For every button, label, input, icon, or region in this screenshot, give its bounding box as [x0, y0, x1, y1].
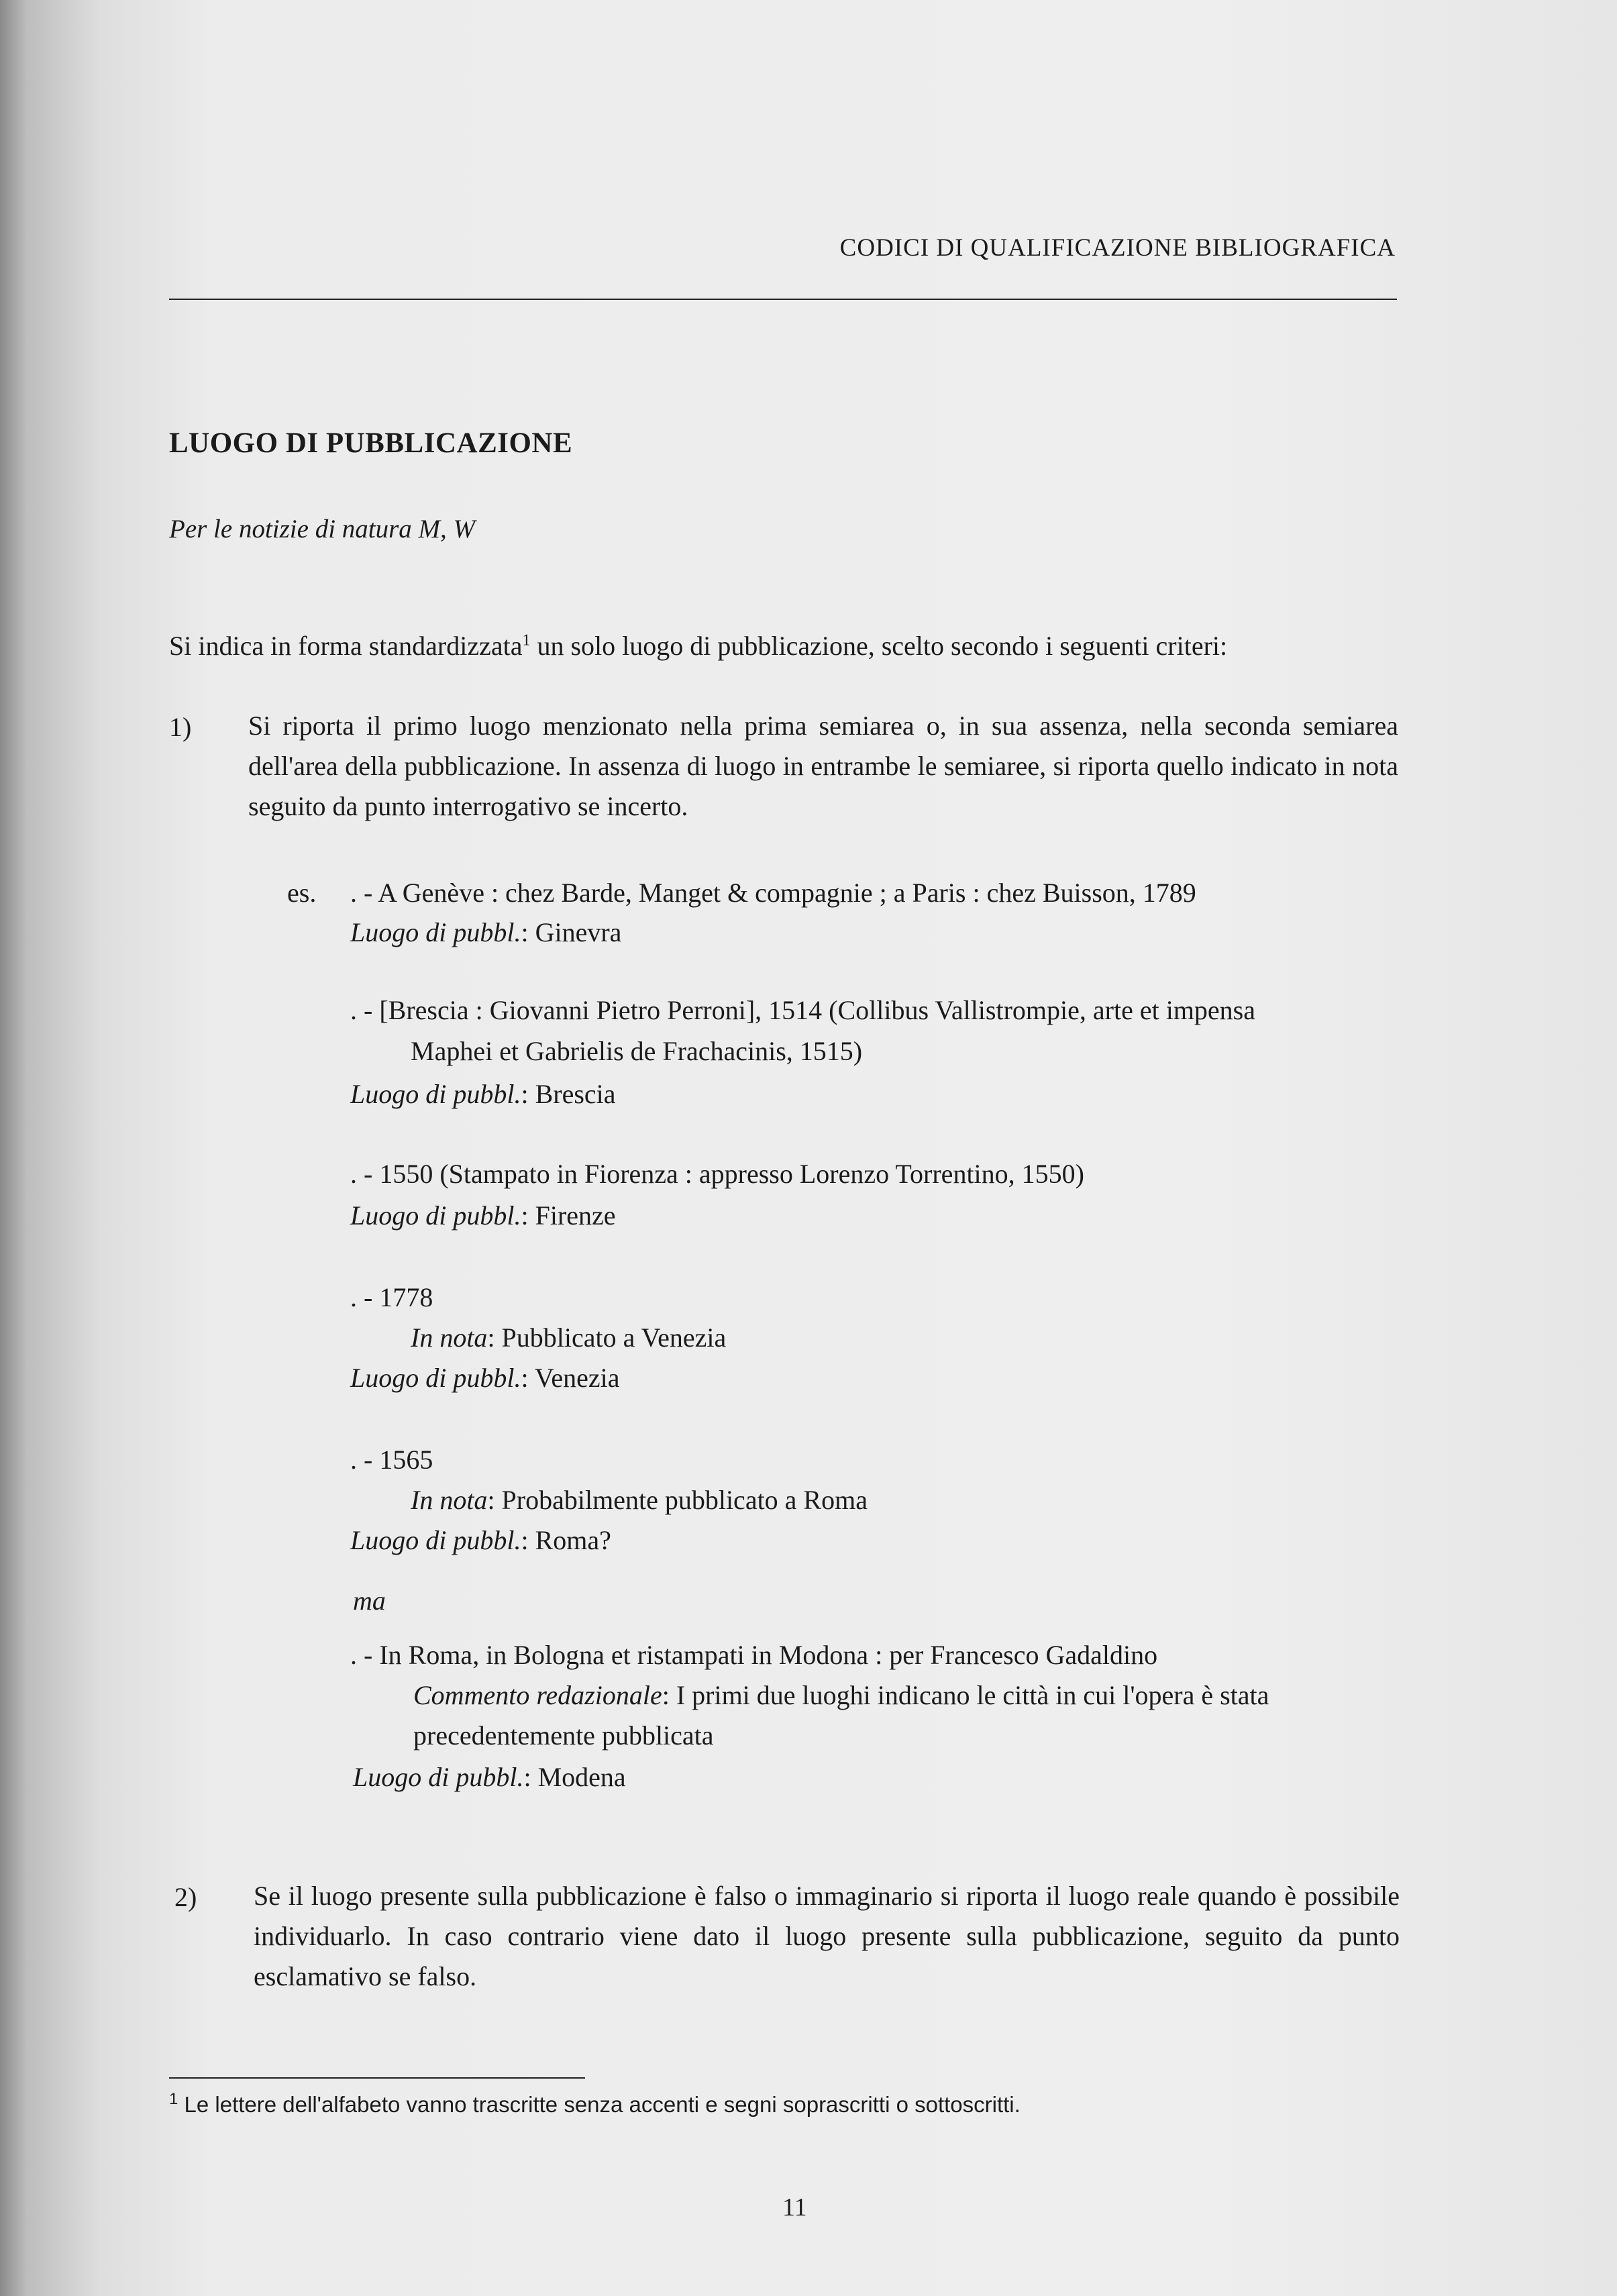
example-4-place [350, 1362, 619, 1394]
note-label: In nota [411, 1322, 488, 1353]
example-5-citation: . - 1565 [350, 1445, 433, 1475]
example-2-place [350, 1078, 616, 1110]
footnote-marker: 1 [169, 2090, 178, 2108]
header-rule [169, 299, 1397, 300]
place-value: : Venezia [521, 1363, 620, 1393]
page-number: 11 [782, 2193, 807, 2222]
example-6-comment-line-2: precedentemente pubblicata [413, 1720, 714, 1751]
place-label: Luogo di pubbl. [350, 1079, 521, 1109]
running-head: CODICI DI QUALIFICAZIONE BIBLIOGRAFICA [839, 234, 1396, 262]
comment-label: Commento redazionale [413, 1680, 662, 1710]
example-2-citation-line-2: Maphei et Gabrielis de Frachacinis, 1515) [411, 1036, 863, 1066]
intro-text-after: un solo luogo di pubblicazione, scelto secondo i seguenti criteri: [530, 631, 1228, 661]
example-5-note [411, 1484, 868, 1516]
note-value: : Probabilmente pubblicato a Roma [487, 1485, 868, 1515]
example-2-citation-line-1: . - [Brescia : Giovanni Pietro Perroni], 1514 (Collibus Vallistrompie, arte et impensa [350, 995, 1256, 1025]
place-label: Luogo di pubbl. [350, 1525, 521, 1555]
footnote-ref: 1 [522, 631, 531, 649]
intro-text-before: Si indica in forma standardizzata [169, 631, 523, 661]
example-1-place [350, 917, 621, 948]
footnote [169, 2092, 1021, 2118]
place-value: : Modena [523, 1762, 626, 1792]
place-label: Luogo di pubbl. [350, 917, 521, 947]
intro-paragraph [169, 630, 1227, 662]
place-value: : Roma? [521, 1525, 611, 1555]
note-value: : Pubblicato a Venezia [487, 1322, 727, 1353]
place-value: : Firenze [521, 1200, 616, 1231]
example-6-citation: . - In Roma, in Bologna et ristampati in Modona : per Francesco Gadaldino [350, 1640, 1158, 1670]
section-subtitle: Per le notizie di natura M, W [169, 515, 476, 543]
section-title: LUOGO DI PUBBLICAZIONE [169, 427, 573, 459]
example-5-place [350, 1524, 611, 1556]
comment-value: : I primi due luoghi indicano le città in cui l'opera è stata [662, 1680, 1269, 1710]
rule-1-text: Si riporta il primo luogo menzionato nella prima semiarea o, in sua assenza, nella seconda semiarea dell'area della pubblicazione. In assenza di luogo in entrambe le semiaree, si riporta quello indicato in nota seguito da punto interrogativo se incerto. [248, 711, 1398, 821]
example-4-citation: . - 1778 [350, 1282, 433, 1312]
place-label: Luogo di pubbl. [350, 1363, 521, 1393]
footnote-text: Le lettere dell'alfabeto vanno trascritte senza accenti e segni soprascritti o sottoscritti. [178, 2092, 1021, 2117]
example-4-note [411, 1322, 726, 1353]
rule-2-number: 2) [174, 1882, 197, 1912]
example-6-place [353, 1761, 626, 1793]
footnote-rule [169, 2077, 585, 2079]
example-label: es. [287, 878, 317, 908]
place-value: : Brescia [521, 1079, 616, 1109]
rule-1-number: 1) [169, 712, 192, 742]
place-label: Luogo di pubbl. [350, 1200, 521, 1231]
example-6-comment [413, 1679, 1269, 1711]
contrast-label: ma [353, 1585, 386, 1616]
note-label: In nota [411, 1485, 488, 1515]
rule-2-text: Se il luogo presente sulla pubblicazione è falso o immaginario si riporta il luogo reale quando è possibile individuarlo. In caso contrario viene dato il luogo presente sulla pubblicazione, seguito da punto esclamativo se falso. [254, 1881, 1400, 1991]
place-value: : Ginevra [521, 917, 622, 947]
example-1-citation: . - A Genève : chez Barde, Manget & compagnie ; a Paris : chez Buisson, 1789 [350, 878, 1196, 908]
example-3-place [350, 1200, 616, 1231]
place-label: Luogo di pubbl. [353, 1762, 524, 1792]
example-3-citation: . - 1550 (Stampato in Fiorenza : appresso Lorenzo Torrentino, 1550) [350, 1159, 1084, 1189]
